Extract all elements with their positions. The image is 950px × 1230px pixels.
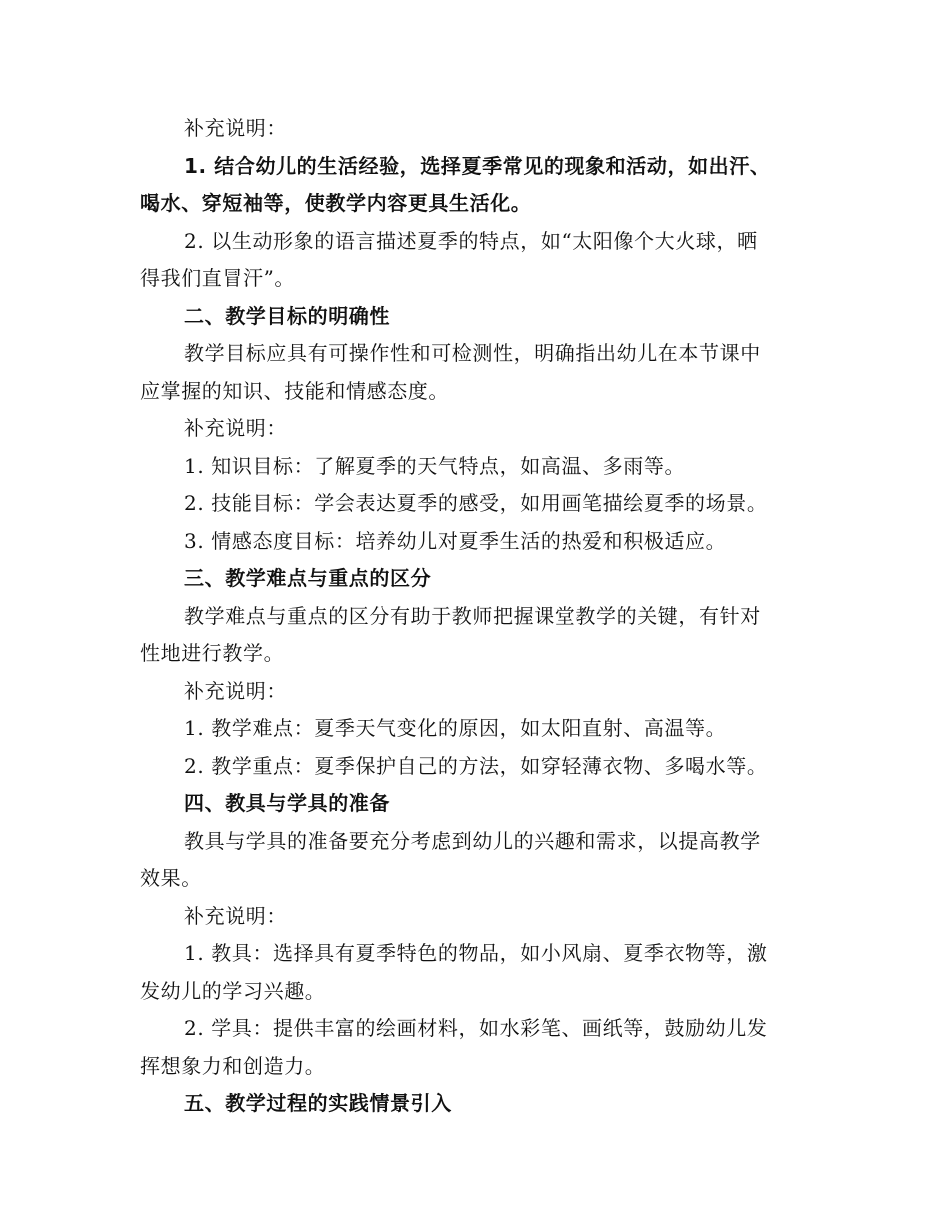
paragraph-line: 2. 以生动形象的语言描述夏季的特点，如“太阳像个大火球，晒 [184,228,758,253]
paragraph-line: 喝水、穿短袖等，使教学内容更具生活化。 [140,191,532,215]
supplement-label: 补充说明： [184,678,287,703]
supplement-label: 补充说明： [184,116,287,140]
paragraph-line: 应掌握的知识、技能和情感态度。 [140,378,449,403]
list-item: 2. 教学重点：夏季保护自己的方法，如穿轻薄衣物、多喝水等。 [184,753,768,778]
list-item: 1. 知识目标：了解夏季的天气特点，如高温、多雨等。 [184,453,686,478]
section-heading: 三、教学难点与重点的区分 [184,566,432,590]
paragraph-line: 教具与学具的准备要充分考虑到幼儿的兴趣和需求，以提高教学 [184,828,761,853]
paragraph-line: 得我们直冒汗”。 [140,266,296,290]
list-item: 2. 学具：提供丰富的绘画材料，如水彩笔、画纸等，鼓励幼儿发 [184,1016,768,1040]
paragraph-line: 教学目标应具有可操作性和可检测性，明确指出幼儿在本节课中 [184,341,761,365]
document-body [140,110,805,1123]
supplement-label: 补充说明： [184,416,287,440]
section-heading: 二、教学目标的明确性 [184,303,390,328]
paragraph-line: 效果。 [140,866,202,890]
paragraph-line: 教学难点与重点的区分有助于教师把握课堂教学的关键，有针对 [184,603,761,628]
paragraph-line: 1. 结合幼儿的生活经验，选择夏季常见的现象和活动，如出汗、 [184,153,771,178]
paragraph-line: 性地进行教学。 [140,641,285,665]
list-item-continuation: 挥想象力和创造力。 [140,1053,326,1078]
section-heading: 五、教学过程的实践情景引入 [184,1091,452,1115]
list-item: 2. 技能目标：学会表达夏季的感受，如用画笔描绘夏季的场景。 [184,491,768,515]
list-item: 1. 教具：选择具有夏季特色的物品，如小风扇、夏季衣物等，激 [184,941,768,965]
supplement-label: 补充说明： [184,903,287,928]
list-item: 1. 教学难点：夏季天气变化的原因，如太阳直射、高温等。 [184,716,727,740]
list-item: 3. 情感态度目标：培养幼儿对夏季生活的热爱和积极适应。 [184,528,727,553]
section-heading: 四、教具与学具的准备 [184,791,390,815]
list-item-continuation: 发幼儿的学习兴趣。 [140,978,326,1003]
